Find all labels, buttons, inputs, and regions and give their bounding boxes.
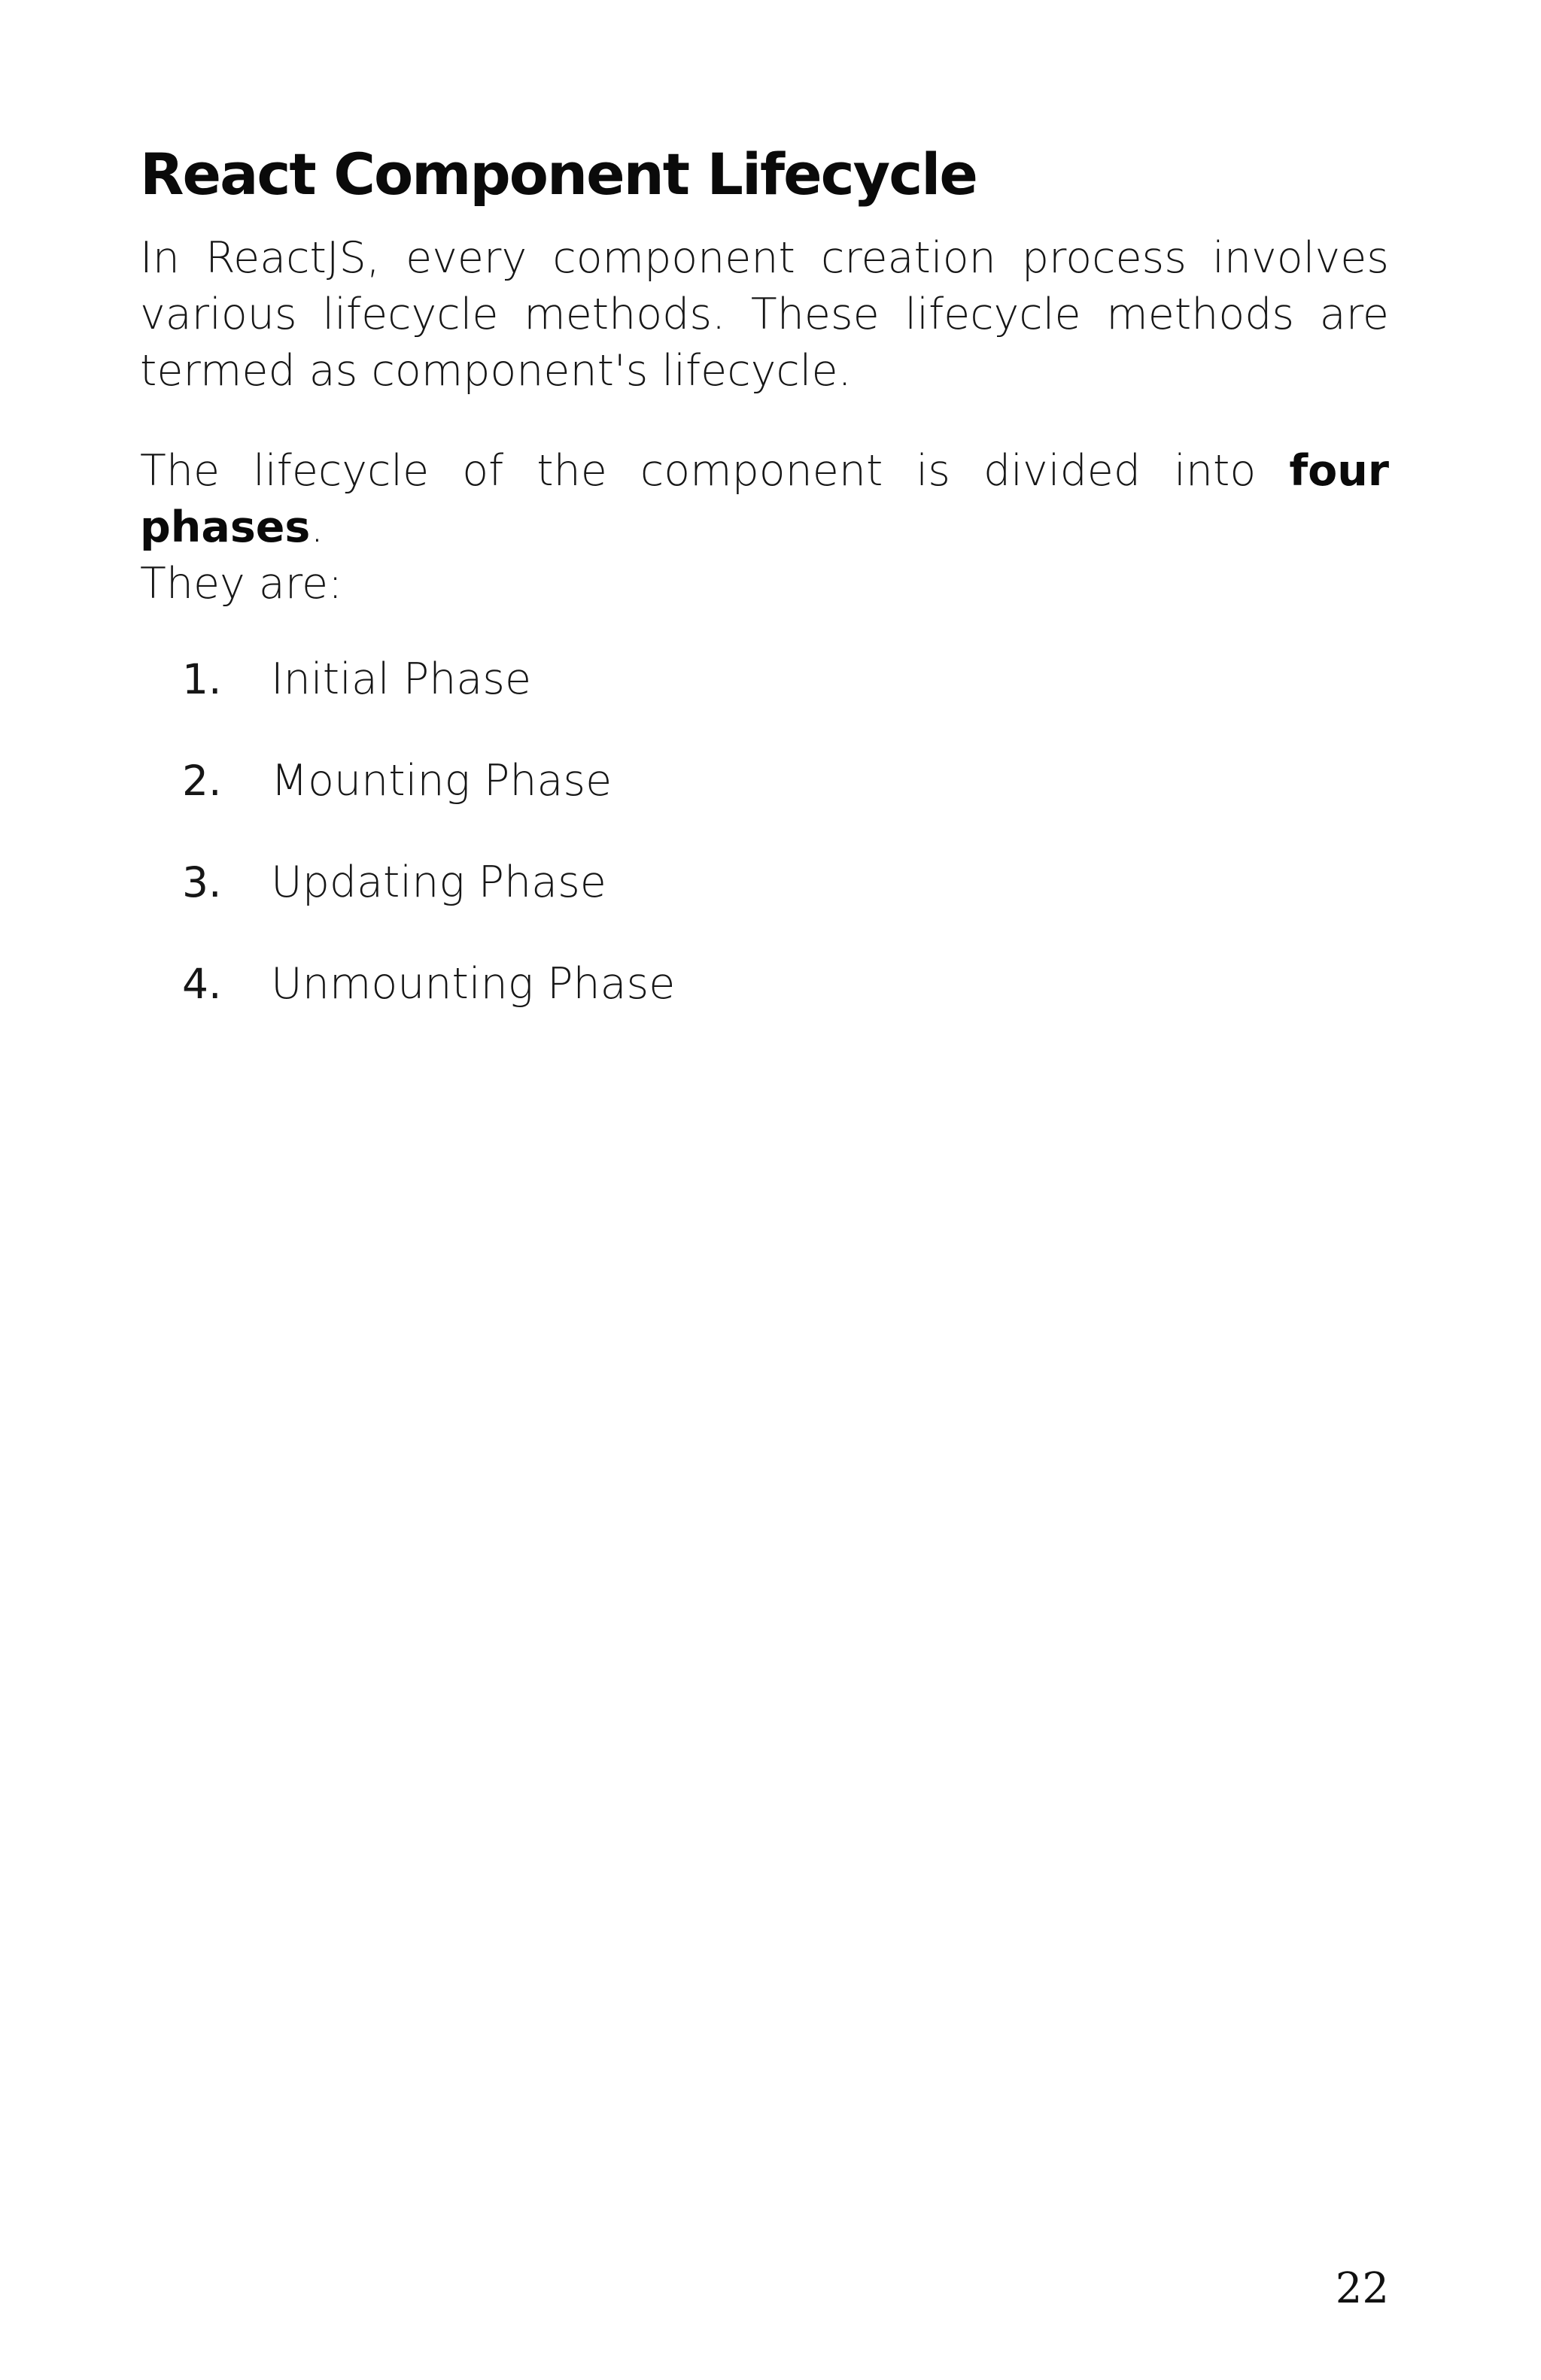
phases-emphasis: four phases — [140, 445, 1389, 552]
phases-paragraph — [140, 443, 1389, 612]
page-content — [140, 143, 1389, 1058]
list-item — [140, 855, 1389, 956]
list-number: 1. — [182, 654, 222, 703]
list-label: Updating Phase — [271, 857, 606, 907]
page-number: 22 — [1335, 2264, 1389, 2313]
list-item — [140, 956, 1389, 1058]
phases-paragraph-period: . — [310, 502, 324, 552]
list-label: Initial Phase — [271, 654, 532, 704]
phases-paragraph-text: The lifecycle of the component is divided into — [140, 445, 1290, 496]
intro-paragraph: In ReactJS, every component creation process involves various lifecycle methods. These lifecycle methods are termed as component's lifecycle. — [140, 232, 1389, 396]
list-label: Unmounting Phase — [271, 958, 676, 1009]
list-number: 4. — [182, 959, 222, 1008]
phases-list — [140, 651, 1389, 1058]
list-item — [140, 753, 1389, 855]
phases-paragraph-second-line: They are: — [140, 558, 343, 609]
list-number: 2. — [182, 756, 222, 805]
list-item — [140, 651, 1389, 753]
list-label: Mounting Phase — [271, 755, 612, 806]
list-number: 3. — [182, 858, 222, 906]
page-title: React Component Lifecycle — [140, 141, 977, 208]
